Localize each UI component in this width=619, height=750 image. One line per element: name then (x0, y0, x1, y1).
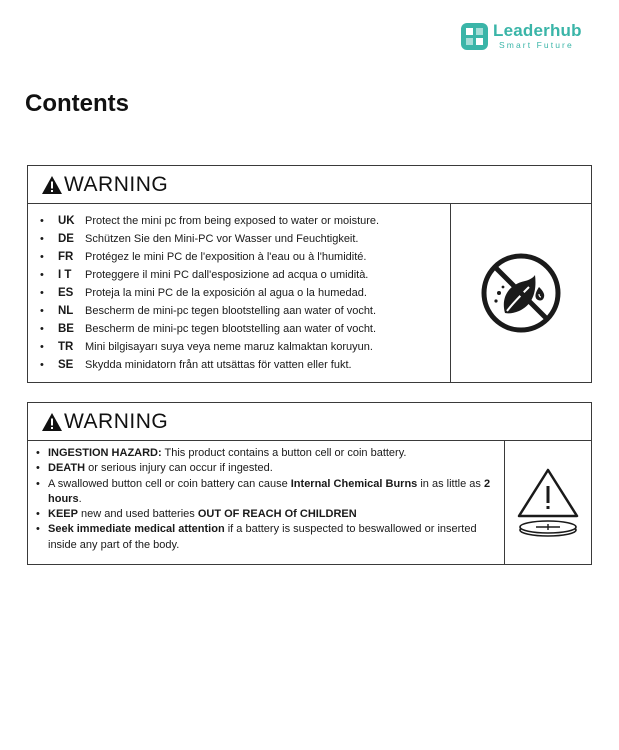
no-water-icon-panel (450, 204, 591, 382)
bullet: • (40, 215, 44, 227)
language-code: I T (58, 269, 72, 281)
list-item (40, 356, 450, 374)
warning-triangle-icon (42, 413, 62, 431)
warning-text: Proteggere il mini PC dall'esposizione ad acqua o umidità. (85, 269, 369, 281)
language-code: DE (58, 233, 74, 245)
warning-text: Schützen Sie den Mini-PC vor Wasser und Feuchtigkeit. (85, 233, 359, 245)
language-code: FR (58, 251, 74, 263)
language-code: ES (58, 287, 74, 299)
list-item: • Seek immediate medical attention if a battery is suspected to beswallowed or inserted inside any part of the body. (36, 523, 477, 551)
list-item: • A swallowed button cell or coin battery can cause Internal Chemical Burns in as little as 2 hours. (36, 477, 491, 505)
no-water-icon (479, 251, 563, 335)
language-code: SE (58, 359, 74, 371)
list-item (40, 338, 450, 356)
logo-name: Leaderhub (493, 21, 582, 40)
warning-text: Bescherm de mini-pc tegen blootstelling aan water of vocht. (85, 323, 377, 335)
water-warning-box (27, 165, 592, 383)
language-code: UK (58, 215, 75, 227)
warning-title: WARNING (64, 172, 169, 196)
battery-warning-box (27, 402, 592, 565)
page-title: Contents (25, 90, 129, 117)
bullet: • (40, 269, 44, 281)
list-item: • KEEP new and used batteries OUT OF REACH Of CHILDREN (36, 508, 357, 521)
warning-text: Proteja la mini PC de la exposición al agua o la humedad. (85, 287, 367, 299)
list-item (40, 248, 450, 266)
list-item: • DEATH or serious injury can occur if ingested. (36, 462, 273, 475)
bullet: • (40, 359, 44, 371)
list-item (40, 212, 450, 230)
warning-text: Skydda minidatorn från att utsättas för vatten eller fukt. (85, 359, 352, 371)
logo-tagline: Smart Future (499, 40, 574, 50)
warning-text: Protégez le mini PC de l'exposition à l'eau ou à l'humidité. (85, 251, 367, 263)
list-item: • INGESTION HAZARD: This product contains a button cell or coin battery. (36, 447, 407, 459)
warning-title: WARNING (64, 409, 169, 433)
language-code: NL (58, 305, 74, 317)
bullet: • (40, 287, 44, 299)
coin-battery-icon-panel (504, 441, 591, 564)
water-warning-list (28, 204, 450, 382)
list-item (40, 230, 450, 248)
bullet: • (40, 233, 44, 245)
warning-text: Mini bilgisayarı suya veya neme maruz kalmaktan koruyun. (85, 341, 373, 353)
bullet: • (40, 251, 44, 263)
leaderhub-logo-icon (461, 23, 488, 50)
bullet: • (40, 341, 44, 353)
warning-header (28, 166, 591, 204)
list-item (40, 284, 450, 302)
warning-text: Bescherm de mini-pc tegen blootstelling aan water of vocht. (85, 305, 377, 317)
warning-triangle-icon (42, 176, 62, 194)
brand-logo (461, 22, 582, 50)
bullet: • (40, 323, 44, 335)
coin-battery-warning-icon (515, 466, 581, 540)
bullet: • (40, 305, 44, 317)
language-code: TR (58, 341, 74, 353)
list-item (40, 266, 450, 284)
language-code: BE (58, 323, 74, 335)
battery-warning-list (28, 441, 504, 564)
warning-text: Protect the mini pc from being exposed to water or moisture. (85, 215, 380, 227)
list-item (40, 302, 450, 320)
warning-header (28, 403, 591, 441)
list-item (40, 320, 450, 338)
